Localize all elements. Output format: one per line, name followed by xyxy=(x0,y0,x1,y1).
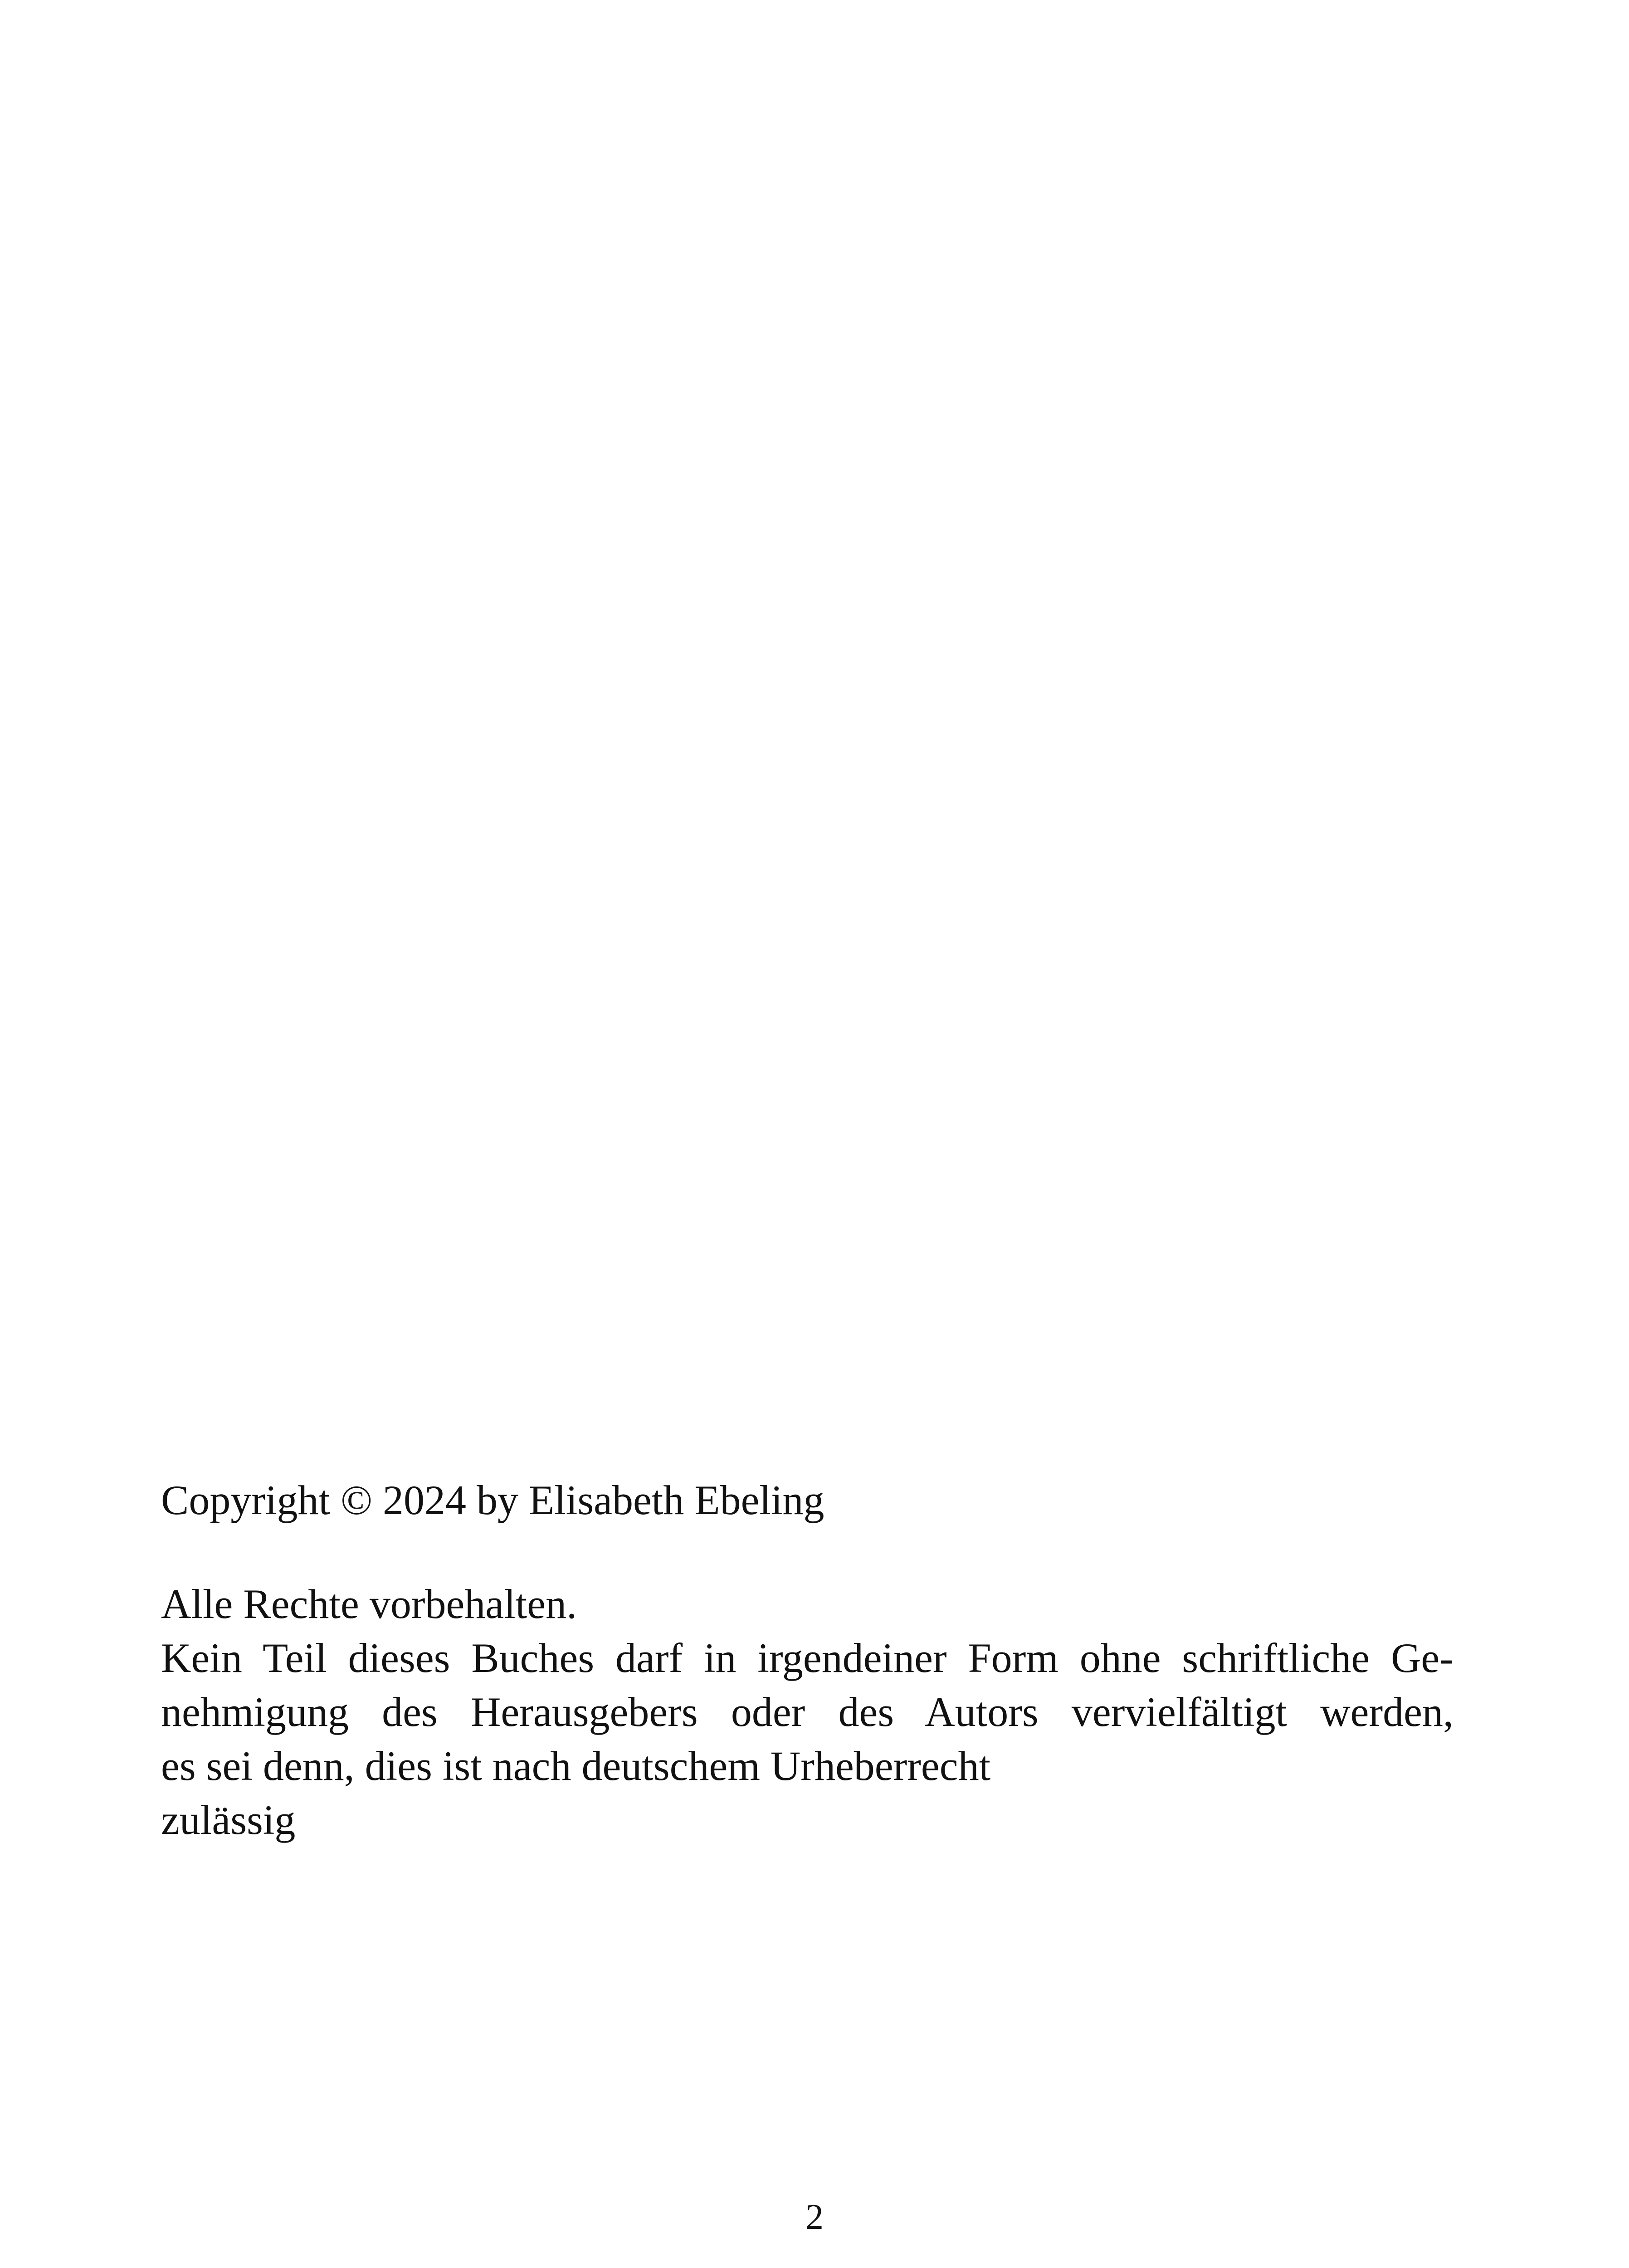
rights-heading: Alle Rechte vorbehalten. xyxy=(161,1581,577,1627)
rights-notice-line-4: zulässig xyxy=(161,1797,296,1843)
rights-notice-line-2: nehmigung des Herausgebers oder des Autors vervielfältigt werden, xyxy=(161,1689,1453,1735)
rights-notice-line-1: Kein Teil dieses Buches darf in irgendeiner Form ohne schriftliche Ge- xyxy=(161,1635,1453,1681)
page-number: 2 xyxy=(805,2197,824,2237)
copyright-line: Copyright © 2024 by Elisabeth Ebeling xyxy=(161,1477,824,1523)
copyright-block xyxy=(161,1473,1453,1847)
rights-notice-line-3: es sei denn, dies ist nach deutschem Urheberrecht xyxy=(161,1743,991,1789)
